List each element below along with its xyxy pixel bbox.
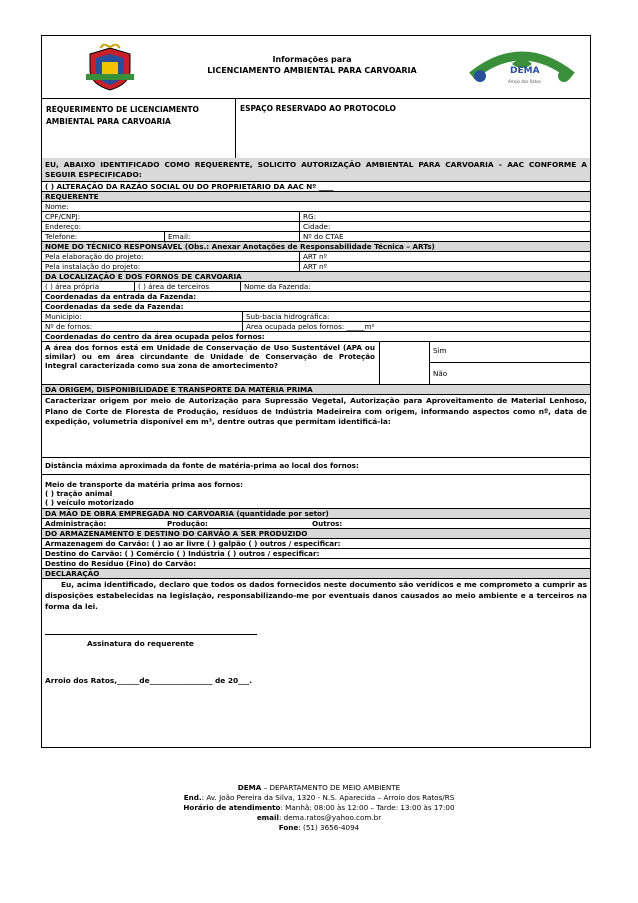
- municipio-field[interactable]: Município:: [45, 312, 82, 321]
- footer-email-label: email: [256, 813, 279, 822]
- requerente-heading: REQUERENTE: [42, 192, 590, 202]
- cpf-field[interactable]: CPF/CNPJ:: [45, 212, 81, 221]
- footer-phone: [0, 823, 638, 833]
- fornos-row: [42, 322, 590, 332]
- telefone-row: [42, 232, 590, 242]
- outros-field[interactable]: Outros:: [312, 519, 343, 528]
- nome-field[interactable]: Nome:: [42, 202, 590, 212]
- dema-logo: [462, 42, 582, 90]
- art1-field[interactable]: ART nº: [299, 252, 590, 261]
- uc-nao-option[interactable]: Não: [429, 363, 590, 385]
- area-terceiros-option[interactable]: ( ) área de terceiros: [134, 282, 240, 291]
- municipio-row: [42, 312, 590, 322]
- distancia-field[interactable]: Distância máxima aproximada da fonte de matéria-prima ao local dos fornos:: [42, 458, 590, 475]
- elaboracao-row: [42, 252, 590, 262]
- origem-caracterizar-field[interactable]: Caracterizar origem por meio de Autorização para Supressão Vegetal, Autorização para Aproveitamento de Material Lenhoso, Plano de Corte de Floresta de Produção, resíduos de Indústria Madeireira com origem, informando aspectos como nº, data de expedição, volumetria disponível em m³, dentre outras que permitam identificá-la:: [42, 395, 590, 458]
- form-header: [42, 36, 590, 99]
- rg-field[interactable]: RG:: [299, 212, 590, 221]
- administracao-field[interactable]: Administração:: [45, 519, 107, 528]
- declaracao-heading: DECLARAÇÃO: [42, 569, 590, 579]
- uc-row: [42, 342, 590, 385]
- uc-question: A área dos fornos está em Unidade de Conservação de Uso Sustentável (APA ou similar) ou em área circundante de Unidade de Conservação de Proteção Integral caracterizada como sua zona de amortecimento?: [45, 343, 375, 370]
- logo-text: DEMA: [510, 66, 540, 76]
- signature-line[interactable]: [45, 628, 257, 635]
- footer-org-abbr: DEMA: [237, 783, 262, 792]
- footer-phone-label: Fone: [278, 823, 299, 832]
- destino-options[interactable]: Destino do Carvão: ( ) Comércio ( ) Indústria ( ) outros / especificar:: [42, 549, 590, 559]
- alteration-option[interactable]: ( ) ALTERAÇÃO DA RAZÃO SOCIAL OU DO PROPRIETÁRIO DA AAC Nº ____: [42, 182, 590, 192]
- logo-subtext: Arroio dos Ratos: [508, 79, 541, 84]
- cidade-field[interactable]: Cidade:: [299, 222, 590, 231]
- footer-org: [0, 783, 638, 793]
- declaracao-section: [42, 579, 590, 705]
- request-title: REQUERIMENTO DE LICENCIAMENTO AMBIENTAL PARA CARVOARIA: [46, 105, 199, 126]
- telefone-field[interactable]: Telefone:: [45, 232, 78, 241]
- area-fornos-field[interactable]: Area ocupada pelos fornos: _____m²: [242, 322, 590, 331]
- veiculo-motorizado-option[interactable]: ( ) veículo motorizado: [45, 498, 134, 507]
- header-title-line2: LICENCIAMENTO AMBIENTAL PARA CARVOARIA: [207, 66, 417, 75]
- footer-address-value: : Av. João Pereira da Silva, 1320 - N.S. Aparecida – Arroio dos Ratos/RS: [201, 793, 455, 802]
- local-date-field[interactable]: Arroio dos Ratos,______de_________________ de 20___.: [45, 676, 253, 685]
- armazenagem-options[interactable]: Armazenagem do Carvão: ( ) ao ar livre ( ) galpão ( ) outros / especificar:: [42, 539, 590, 549]
- email-field[interactable]: Email:: [164, 232, 299, 241]
- localizacao-heading: DA LOCALIZAÇÃO E DOS FORNOS DE CARVOARIA: [42, 272, 590, 282]
- armazenamento-heading: DO ARMAZENAMENTO E DESTINO DO CARVÃO A SER PRODUZIDO: [42, 529, 590, 539]
- instalacao-field[interactable]: Pela instalação do projeto:: [45, 262, 141, 271]
- mao-obra-heading: DA MÃO DE OBRA EMPREGADA NO CARVOARIA (quantidade por setor): [42, 509, 590, 519]
- fazenda-field[interactable]: Nome da Fazenda:: [240, 282, 590, 291]
- footer-org-name: – DEPARTAMENTO DE MEIO AMBIENTE: [261, 783, 401, 792]
- footer: [0, 783, 638, 833]
- endereco-field[interactable]: Endereço:: [45, 222, 82, 231]
- footer-address: [0, 793, 638, 803]
- request-row: [42, 98, 590, 159]
- footer-phone-value: : (51) 3656-4094: [298, 823, 360, 832]
- area-row: [42, 282, 590, 292]
- intro-text: EU, ABAIXO IDENTIFICADO COMO REQUERENTE, SOLICITO AUTORIZAÇÃO AMBIENTAL PARA CARVOARIA – AAC CONFORME A SEGUIR ESPECIFICADO:: [42, 158, 590, 182]
- logo-arc-text: Departamento de Meio Ambiente: [498, 44, 555, 48]
- producao-field[interactable]: Produção:: [167, 519, 208, 528]
- footer-hours-value: : Manhã: 08:00 às 12:00 – Tarde: 13:00 às 17:00: [280, 803, 455, 812]
- coord-sede-field[interactable]: Coordenadas da sede da Fazenda:: [42, 302, 590, 312]
- uc-answer-box[interactable]: [379, 342, 429, 384]
- art2-field[interactable]: ART nº: [299, 262, 590, 271]
- uc-sim-option[interactable]: Sim: [429, 342, 590, 363]
- origem-heading: DA ORIGEM, DISPONIBILIDADE E TRANSPORTE DA MATÉRIA PRIMA: [42, 385, 590, 395]
- footer-email: [0, 813, 638, 823]
- footer-hours: [0, 803, 638, 813]
- footer-address-label: End.: [183, 793, 202, 802]
- protocol-space: ESPAÇO RESERVADO AO PROTOCOLO: [235, 98, 590, 158]
- tecnico-heading: NOME DO TÉCNICO RESPONSÁVEL (Obs.: Anexar Anotações de Responsabilidade Técnica – ARTs): [42, 242, 590, 252]
- header-title: [162, 54, 462, 76]
- footer-hours-label: Horário de atendimento: [183, 803, 281, 812]
- municipal-crest-icon: [84, 44, 136, 92]
- endereco-row: [42, 222, 590, 232]
- subbacia-field[interactable]: Sub-bacia hidrográfica:: [242, 312, 590, 321]
- meio-transporte-label: Meio de transporte da matéria prima aos fornos:: [45, 480, 244, 489]
- ctae-field[interactable]: Nº do CTAE: [299, 232, 590, 241]
- form-frame: [41, 35, 591, 748]
- fornos-field[interactable]: Nº de fornos:: [45, 322, 93, 331]
- elaboracao-field[interactable]: Pela elaboração do projeto:: [45, 252, 144, 261]
- area-propria-option[interactable]: ( ) área própria: [45, 282, 100, 291]
- cpf-row: [42, 212, 590, 222]
- mao-obra-row: [42, 519, 590, 529]
- signature-label: Assinatura do requerente: [87, 639, 194, 648]
- coord-centro-field[interactable]: Coordenadas do centro da área ocupada pelos fornos:: [42, 332, 590, 342]
- header-title-line1: Informações para: [272, 55, 352, 64]
- instalacao-row: [42, 262, 590, 272]
- residuo-field[interactable]: Destino do Resíduo (Fino) do Carvão:: [42, 559, 590, 569]
- coord-entrada-field[interactable]: Coordenadas da entrada da Fazenda:: [42, 292, 590, 302]
- footer-email-value[interactable]: : dema.ratos@yahoo.com.br: [278, 813, 382, 822]
- form-body: [42, 158, 590, 705]
- transporte-section: [42, 475, 590, 509]
- declaracao-text: Eu, acima identificado, declaro que todos os dados fornecidos neste documento são verídicos e me comprometo a cumprir as disposições estabelecidas na legislação, responsabilizando-me por eventuais danos causados ao meio ambiente e a terceiros na forma da lei.: [45, 580, 587, 611]
- tracao-animal-option[interactable]: ( ) tração animal: [45, 489, 113, 498]
